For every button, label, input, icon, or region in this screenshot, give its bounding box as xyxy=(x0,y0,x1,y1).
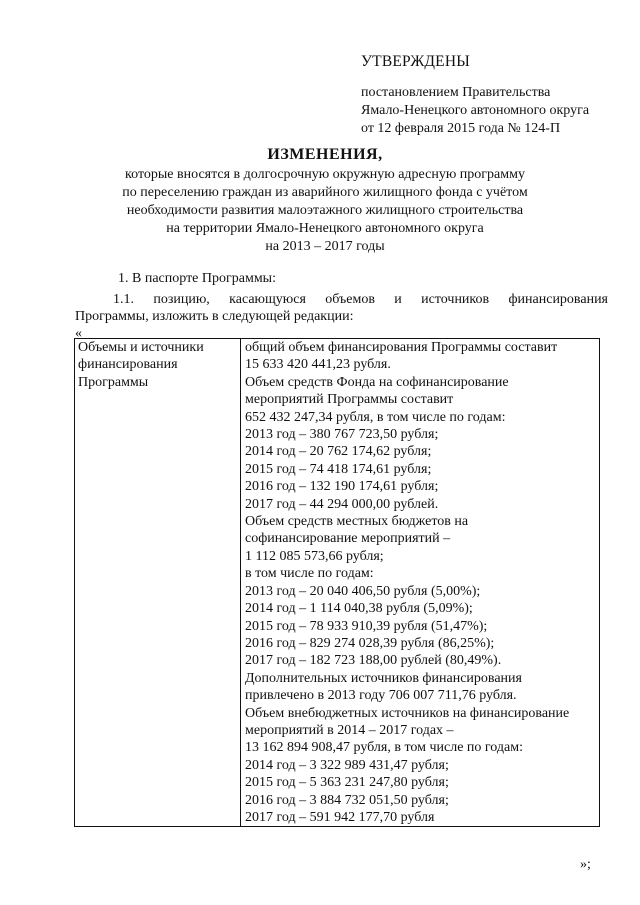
title-line: которые вносятся в долгосрочную окружную адресную программу xyxy=(125,167,525,182)
changes-heading: ИЗМЕНЕНИЯ, xyxy=(267,146,383,163)
value-line: в том числе по годам: xyxy=(245,566,374,582)
value-line: 2014 год – 20 762 174,62 рубля; xyxy=(245,444,432,460)
approval-line: Ямало-Ненецкого автономного округа xyxy=(361,103,590,118)
quote-open: « xyxy=(75,326,82,341)
value-line: привлечено в 2013 году 706 007 711,76 рубля. xyxy=(245,688,517,704)
paragraph-1: 1. В паспорте Программы: xyxy=(118,271,276,286)
position-name-line: Объемы и источники xyxy=(78,340,204,355)
value-line: 2015 год – 5 363 231 247,80 рубля; xyxy=(245,775,449,791)
value-line: мероприятий в 2014 – 2017 годах – xyxy=(245,722,454,738)
value-line: 2013 год – 20 040 406,50 рубля (5,00%); xyxy=(245,583,481,599)
quote-close: »; xyxy=(580,857,591,872)
value-line: 2013 год – 380 767 723,50 рубля; xyxy=(245,427,439,443)
value-line: Объем внебюджетных источников на финансирование xyxy=(245,705,570,721)
value-line: 2016 год – 3 884 732 051,50 рубля; xyxy=(245,792,449,808)
title-line: по переселению граждан из аварийного жилищного фонда с учётом xyxy=(122,185,528,200)
title-line: на территории Ямало-Ненецкого автономного округа xyxy=(166,221,484,236)
position-name-line: Программы xyxy=(78,374,149,390)
approval-block xyxy=(361,53,589,138)
paragraph-1-1-cont: Программы, изложить в следующей редакции: xyxy=(75,309,354,324)
value-line: 2016 год – 829 274 028,39 рубля (86,25%); xyxy=(245,635,495,651)
value-line: 2017 год – 591 942 177,70 рубля xyxy=(245,809,435,825)
value-line: общий объем финансирования Программы составит xyxy=(245,340,558,355)
approval-word: УТВЕРЖДЕНЫ xyxy=(361,53,470,70)
value-line: 1 112 085 573,66 рубля; xyxy=(245,548,384,564)
value-line: софинансирование мероприятий – xyxy=(245,531,451,547)
value-line: 2014 год – 1 114 040,38 рубля (5,09%); xyxy=(245,601,473,617)
value-line: 2017 год – 44 294 000,00 рублей. xyxy=(245,496,439,512)
value-line: мероприятий Программы составит xyxy=(245,392,454,408)
position-name-cell xyxy=(75,339,241,827)
value-line: 652 432 247,34 рубля, в том числе по годам: xyxy=(245,409,506,425)
value-line: Объем средств местных бюджетов на xyxy=(245,514,469,530)
value-line: 2014 год – 3 322 989 431,47 рубля; xyxy=(245,757,449,773)
value-line: Объем средств Фонда на софинансирование xyxy=(245,374,509,390)
title-line: на 2013 – 2017 годы xyxy=(265,239,385,254)
value-line: 15 633 420 441,23 рубля. xyxy=(245,357,391,373)
table-row xyxy=(75,339,600,827)
approval-line: от 12 февраля 2015 года № 124-П xyxy=(361,121,561,136)
value-line: 13 162 894 908,47 рубля, в том числе по годам: xyxy=(245,740,523,756)
position-value-cell xyxy=(241,339,600,827)
program-funding-table xyxy=(74,338,600,827)
position-name-line: финансирования xyxy=(78,357,178,373)
value-line: 2015 год – 78 933 910,39 рубля (51,47%); xyxy=(245,618,488,634)
title-line: необходимости развития малоэтажного жилищного строительства xyxy=(126,203,524,218)
value-line: Дополнительных источников финансирования xyxy=(245,670,522,686)
paragraph-1-1: 1.1. позицию, касающуюся объемов и источников финансирования xyxy=(113,292,608,307)
changes-title xyxy=(90,146,560,256)
approval-line: постановлением Правительства xyxy=(361,85,551,100)
value-line: 2016 год – 132 190 174,61 рубля; xyxy=(245,479,439,495)
value-line: 2015 год – 74 418 174,61 рубля; xyxy=(245,461,432,477)
value-line: 2017 год – 182 723 188,00 рублей (80,49%). xyxy=(245,653,502,669)
